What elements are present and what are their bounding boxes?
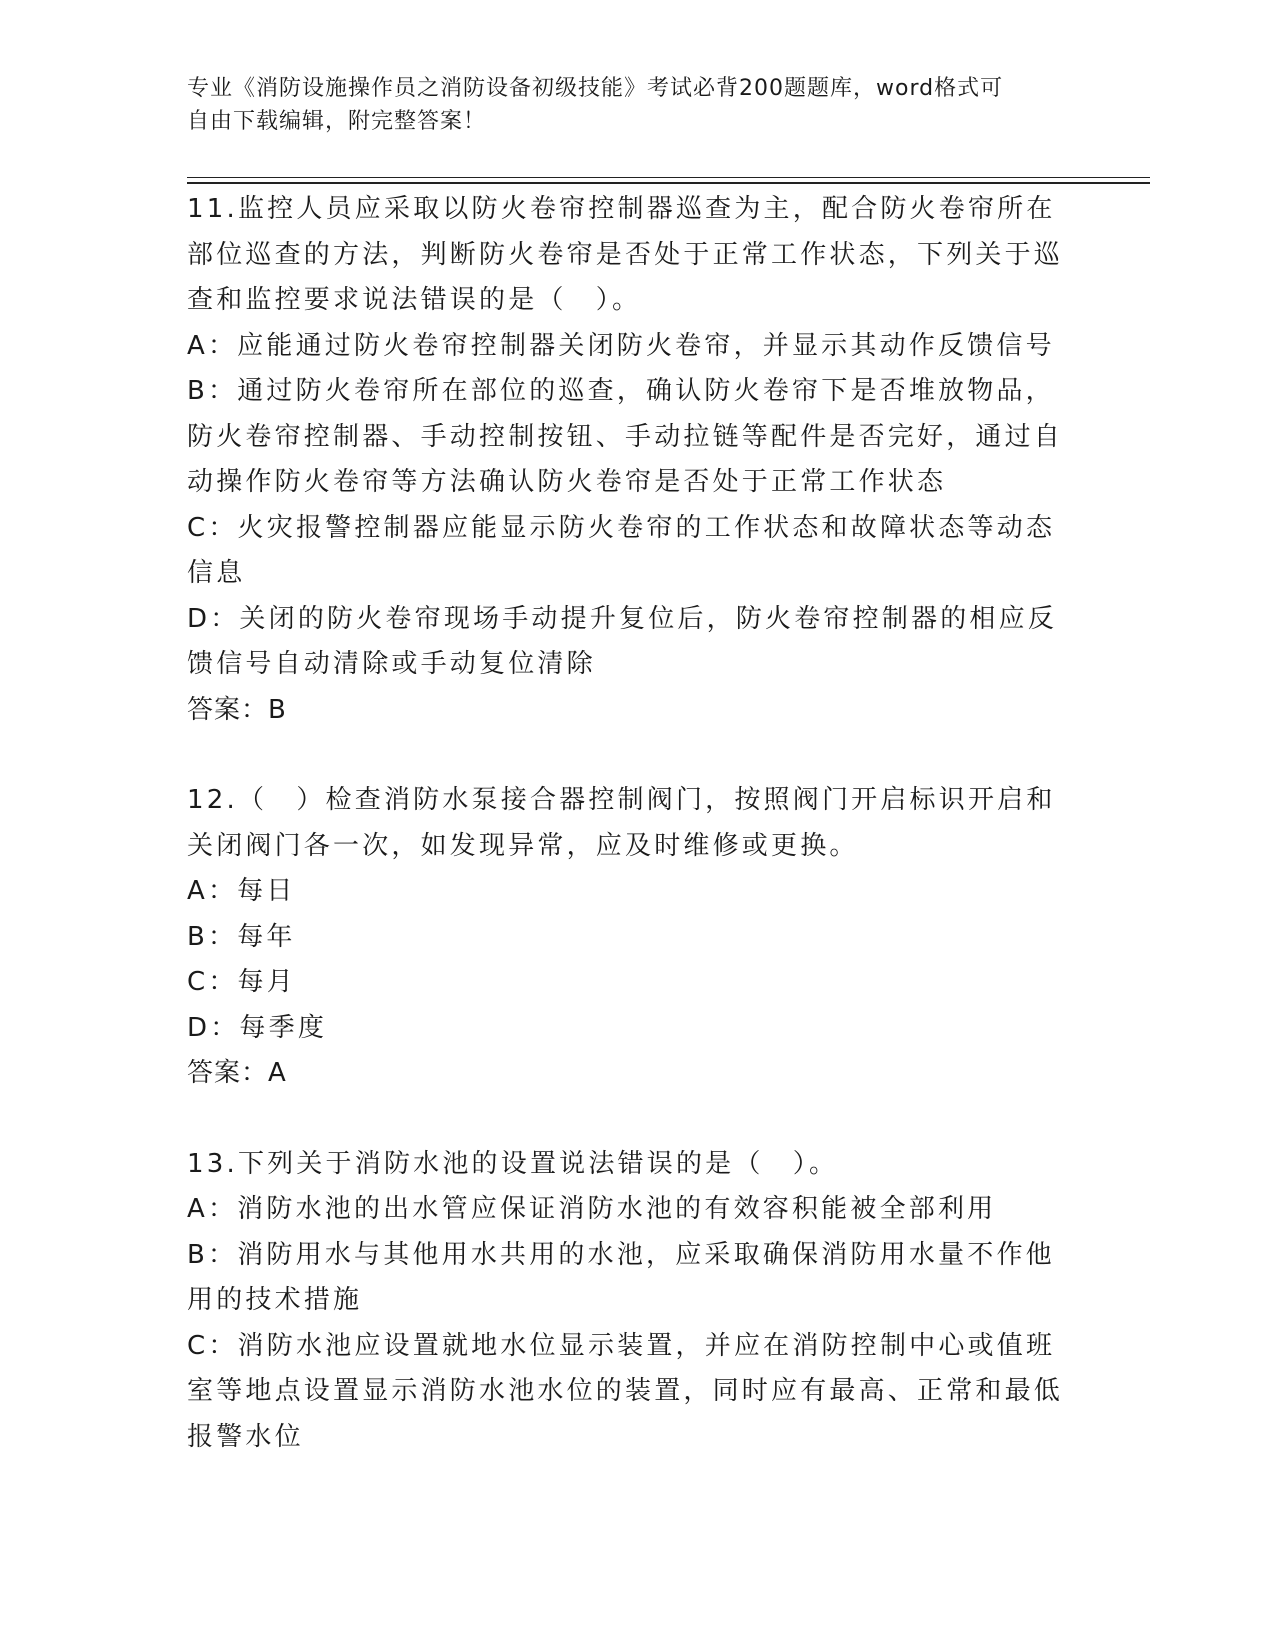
option-c: C：每月: [187, 967, 296, 997]
document-header: [187, 72, 1067, 138]
question-list: [187, 187, 1067, 1460]
header-divider-thin: [187, 177, 1150, 178]
option-b: B：通过防火卷帘所在部位的巡查，确认防火卷帘下是否堆放物品，防火卷帘控制器、手动控制按钮、手动拉链等配件是否完好，通过自动操作防火卷帘等方法确认防火卷帘是否处于正常工作状态: [187, 376, 1064, 497]
option-d: D：关闭的防火卷帘现场手动提升复位后，防火卷帘控制器的相应反馈信号自动清除或手动复位清除: [187, 603, 1058, 679]
option-c: C：消防水池应设置就地水位显示装置，并应在消防控制中心或值班室等地点设置显示消防水池水位的装置，同时应有最高、正常和最低报警水位: [187, 1330, 1064, 1452]
header-line-1: 专业《消防设施操作员之消防设备初级技能》考试必背200题题库，word格式可: [187, 76, 1004, 101]
answer: 答案：B: [187, 694, 287, 725]
option-a: A：消防水池的出水管应保证消防水池的有效容积能被全部利用: [187, 1194, 997, 1224]
question-stem: 13.下列关于消防水池的设置说法错误的是（ ）。: [187, 1148, 839, 1179]
question-stem: 11.监控人员应采取以防火卷帘控制器巡查为主，配合防火卷帘所在部位巡查的方法，判断防火卷帘是否处于正常工作状态，下列关于巡查和监控要求说法错误的是（ ）。: [187, 194, 1064, 315]
answer: 答案：A: [187, 1058, 287, 1088]
question-stem: 12.（ ）检查消防水泵接合器控制阀门，按照阀门开启标识开启和关闭阀门各一次，如发现异常，应及时维修或更换。: [187, 785, 1056, 861]
option-b: B：消防用水与其他用水共用的水池，应采取确保消防用水量不作他用的技术措施: [187, 1239, 1055, 1315]
option-c: C：火灾报警控制器应能显示防火卷帘的工作状态和故障状态等动态信息: [187, 512, 1056, 588]
option-b: B：每年: [187, 921, 296, 952]
option-a: A：每日: [187, 876, 296, 906]
option-a: A：应能通过防火卷帘控制器关闭防火卷帘，并显示其动作反馈信号: [187, 330, 1055, 361]
option-d: D：每季度: [187, 1012, 328, 1043]
header-divider-thick: [187, 182, 1150, 184]
question-11: [187, 187, 1067, 733]
question-12: [187, 778, 1067, 1097]
question-13: [187, 1142, 1067, 1461]
header-line-2: 自由下载编辑，附完整答案！: [187, 109, 487, 134]
